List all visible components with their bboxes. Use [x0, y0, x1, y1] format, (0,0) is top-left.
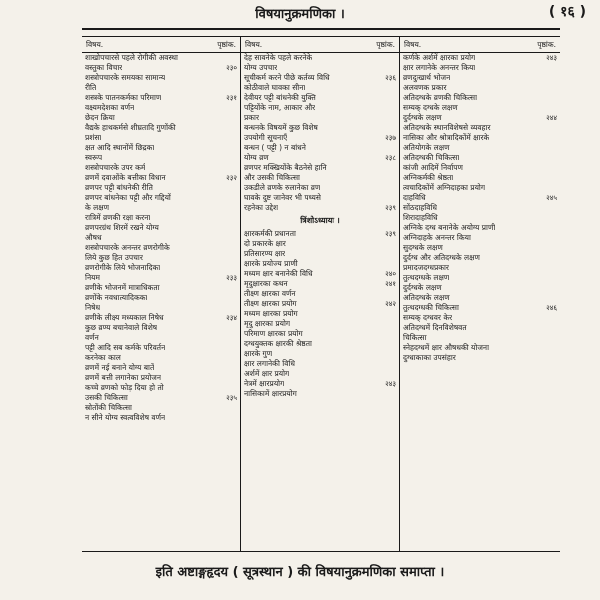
index-entry [241, 329, 399, 339]
index-entry [82, 193, 240, 203]
entry-subject: व्रणोंके नवधात्यादिकका [85, 293, 148, 302]
entry-subject: शस्त्रोपचारके समयका सामान्य [85, 73, 166, 82]
index-entry [400, 293, 560, 303]
entry-subject: मध्यम क्षार बनानेकी विधि [244, 269, 313, 278]
entry-subject: योग्य व्रण [244, 153, 269, 162]
top-rule [82, 28, 560, 30]
index-entry [400, 263, 560, 273]
index-entry [400, 203, 560, 213]
entry-subject: सूचीकर्म करने पीछे कर्तव्य विधि [244, 73, 330, 82]
index-entry [400, 143, 560, 153]
index-entry [241, 93, 399, 103]
entry-subject: तीक्ष्ण क्षारका वर्णन [244, 289, 296, 298]
entry-page-number: २४२ [385, 300, 396, 308]
entry-subject: अग्निदाहके अनन्तर किया [403, 233, 471, 242]
entry-subject: प्रशंसा [85, 133, 102, 142]
entry-subject: छेदन क्रिया [85, 113, 115, 122]
index-entry [241, 229, 399, 239]
index-entry [400, 353, 560, 363]
index-entry [82, 233, 240, 243]
index-entry [400, 313, 560, 323]
entry-subject: स्रोतोंकी चिकित्सा [85, 403, 132, 412]
column-header [241, 37, 399, 53]
entry-subject: व्रणमें दवाओंके बत्तीका विधान [85, 173, 166, 182]
index-entry [82, 283, 240, 293]
entry-subject: व्रणरोगीके लिये भोजनादिका [85, 263, 161, 272]
index-entry [241, 269, 399, 279]
index-entry [241, 153, 399, 163]
index-entry [82, 113, 240, 123]
chapter-heading: त्रिंशोऽध्यायः । [300, 216, 340, 225]
entry-subject: व्रणमें नई बनाने योग्य बातें [85, 363, 155, 372]
entry-subject: दग्धयुक्तक क्षारकी श्रेष्ठता [244, 339, 312, 348]
entry-subject: निषेध [85, 303, 101, 312]
index-entry [400, 253, 560, 263]
entry-subject: सोंठदाहविधि [403, 203, 437, 212]
entry-subject: के लक्षण [85, 203, 110, 212]
index-entry [400, 113, 560, 123]
index-entry [82, 413, 240, 423]
index-entry [400, 233, 560, 243]
entry-subject: क्षार लगानेके अनन्तर किया [403, 63, 476, 72]
entry-subject: व्रणपर पट्टी बांधनेकी रीति [85, 183, 153, 192]
entry-page-number: २३७ [385, 134, 396, 142]
entry-subject: दो प्रकारके क्षार [244, 239, 286, 248]
index-entry [241, 239, 399, 249]
index-entry [82, 393, 240, 403]
entry-page-number: २३० [226, 64, 237, 72]
entry-subject: कर्णके अर्शमें क्षारका प्रयोग [403, 53, 476, 62]
entry-subject: क्षारके गुण [244, 349, 273, 358]
index-entry [82, 243, 240, 253]
entry-subject: योग्य उपचार [244, 63, 278, 72]
index-entry [400, 153, 560, 163]
entry-subject: शस्त्रके पातनकर्मका परिमाण [85, 93, 162, 102]
index-column-3 [400, 37, 560, 551]
entry-subject: उसकी चिकित्सा [85, 393, 128, 402]
entry-subject: सम्यक् दग्धवर केर [403, 313, 453, 322]
index-entry [241, 249, 399, 259]
entry-subject: क्षार लगानेकी विधि [244, 359, 295, 368]
index-entry [400, 83, 560, 93]
column-header-page: पृष्ठांक. [217, 40, 236, 49]
index-entry [241, 379, 399, 389]
entry-subject: नासिकामें क्षारप्रयोग [244, 389, 297, 398]
index-entry [82, 153, 240, 163]
entry-subject: दुग्धाकाका उपसंहार [403, 353, 456, 362]
entry-subject: स्वरूप [85, 153, 103, 162]
entry-page-number: २३४ [226, 314, 237, 322]
index-entry [82, 303, 240, 313]
entry-subject: देह सावनेके पहले करनेके [244, 53, 313, 62]
index-entry [82, 353, 240, 363]
column-header-subject: विषय. [245, 40, 263, 49]
entry-subject: दुर्दग्धके लक्षण [403, 113, 442, 122]
index-entry [400, 173, 560, 183]
index-entry [82, 273, 240, 283]
entry-subject: व्रणपरग्रंथ शिरमें रखने योग्य [85, 223, 159, 232]
index-entry [82, 213, 240, 223]
entry-subject: अलवणक प्रकार [403, 83, 447, 92]
index-entry [82, 203, 240, 213]
entry-subject: रहनेका उद्देश [244, 203, 279, 212]
entry-subject: व्रणपर मक्खियोंके बैठनेसे हानि [244, 163, 327, 172]
column-header-page: पृष्ठांक. [376, 40, 395, 49]
index-entry [241, 113, 399, 123]
index-entry [82, 363, 240, 373]
entry-subject: व्रणदुःखार्थ भोजन [403, 73, 451, 82]
entry-subject: कुछ व्रण्य बचानेवाले विशेष [85, 323, 158, 332]
page-title: विषयानुक्रमणिका । [255, 7, 345, 22]
index-entry [241, 163, 399, 173]
entry-page-number: २३६ [385, 74, 396, 82]
column-header-subject: विषय. [86, 40, 104, 49]
entry-subject: व्रणीके भोजनमें मात्राधिकता [85, 283, 160, 292]
entry-subject: वस्तुका विचार [85, 63, 123, 72]
index-entry [400, 73, 560, 83]
index-entry [241, 309, 399, 319]
index-entry [241, 339, 399, 349]
entry-subject: अग्निकर्मकी श्रेष्ठता [403, 173, 454, 182]
entry-subject: पट्टी आदि सब कर्मके परिवर्तन [85, 343, 166, 352]
entry-subject: अतिदग्धके लक्षण [403, 293, 450, 302]
entry-subject: क्षारकर्मकी प्रधानता [244, 229, 296, 238]
column-header-subject: विषय. [404, 40, 422, 49]
entry-subject: वैद्यके हाथकर्मसे शीघ्रतादि गुणोंकी [85, 123, 176, 132]
index-entry [400, 93, 560, 103]
entry-subject: व्रणमें बत्ती लगानेका प्रयोजन [85, 373, 162, 382]
index-entry [82, 63, 240, 73]
index-entry [241, 133, 399, 143]
entry-subject: अग्निके दग्ध बनानेके अयोग्य प्राणी [403, 223, 496, 232]
index-entry [241, 193, 399, 203]
entry-subject: अर्शमें क्षार प्रयोग [244, 369, 290, 378]
index-entry [82, 373, 240, 383]
entry-subject: व्रणपर बांधनेका पट्टी और गद्दियों [85, 193, 171, 202]
entry-subject: सम्यक् दग्धके लक्षण [403, 103, 458, 112]
entry-subject: शिरादाहविधि [403, 213, 438, 222]
index-entry [241, 63, 399, 73]
index-entry [241, 123, 399, 133]
entry-page-number: २३५ [226, 394, 237, 402]
entry-subject: मृदुक्षारका कथन [244, 279, 288, 288]
index-entry [400, 243, 560, 253]
entry-page-number: २४३ [385, 380, 396, 388]
entry-subject: परिमाण क्षारका प्रयोग [244, 329, 303, 338]
index-table [82, 36, 560, 552]
entry-subject: प्रमादजदग्धप्रकार [403, 263, 449, 272]
entry-subject: रीति [85, 83, 97, 92]
index-entry [82, 93, 240, 103]
entry-subject: वर्णन [85, 333, 99, 342]
entry-subject: दुर्दग्ध और अतिदग्धके लक्षण [403, 253, 480, 262]
entry-subject: तुत्थदग्धकी चिकित्सा [403, 303, 459, 312]
entry-subject: करनेका काल [85, 353, 121, 362]
entry-subject: पट्टियोंके नाम, आकार और [244, 103, 316, 112]
entry-subject: स्नेहदग्धमें क्षार औषधकी योजना [403, 343, 490, 352]
footer-colophon: इति अष्टाङ्गहृदय ( सूत्रस्थान ) की विषयानुक्रमणिका समाप्ता । [155, 565, 445, 580]
entry-subject: व्रणीके लीक्ष्य मध्यकाल निषेध [85, 313, 164, 322]
index-entry [400, 193, 560, 203]
index-entry [400, 53, 560, 63]
column-header-page: पृष्ठांक. [537, 40, 556, 49]
entry-subject: क्षारके प्रयोज्य प्राणी [244, 259, 298, 268]
entry-subject: न सीने योग्य स्वत्वविशेष वर्णन [85, 413, 166, 422]
index-entry [400, 223, 560, 233]
entry-page-number: २४४ [546, 114, 557, 122]
index-entry [400, 323, 560, 333]
entry-subject: उकडीले व्रणके रुलानेका व्रण [244, 183, 321, 192]
entry-subject: क्षत आदि स्थानोंमें छिद्रका [85, 143, 155, 152]
entry-subject: प्रकार [244, 113, 260, 122]
entry-subject: दुर्दग्धके लक्षण [403, 283, 442, 292]
entry-subject: नियम [85, 273, 100, 282]
index-entry [82, 223, 240, 233]
entry-subject: उपयोगी सूचनाएँ [244, 133, 288, 142]
entry-page-number: २४६ [546, 304, 557, 312]
entry-subject: नेत्रमें क्षारप्रयोग [244, 379, 285, 388]
index-entry [241, 173, 399, 183]
index-entry [400, 343, 560, 353]
entry-page-number: २४० [385, 270, 396, 278]
index-entry [82, 333, 240, 343]
index-entry [82, 133, 240, 143]
entry-page-number: २३९ [385, 230, 396, 238]
entry-page-number: २३३ [226, 274, 237, 282]
entry-page-number: २३२ [226, 174, 237, 182]
entry-subject: मृदु क्षारका प्रयोग [244, 319, 291, 328]
entry-page-number: २४१ [385, 280, 396, 288]
index-entry [82, 343, 240, 353]
index-entry [241, 203, 399, 213]
entry-subject: कांजी आदिमें निर्वापण [403, 163, 463, 172]
index-entry [82, 83, 240, 93]
index-entry [241, 83, 399, 93]
index-entry [82, 263, 240, 273]
index-entry [82, 53, 240, 63]
index-entry [400, 63, 560, 73]
entry-subject: कोठीवाले घावका सीना [244, 83, 306, 92]
index-entry [82, 383, 240, 393]
column-header [400, 37, 560, 53]
index-entry [82, 163, 240, 173]
index-entry [400, 133, 560, 143]
entry-subject: त्वचादिकोंमें अग्निदाहका प्रयोग [403, 183, 486, 192]
entry-subject: शस्त्रोपचारके उपर कर्म [85, 163, 146, 172]
index-entry [241, 53, 399, 63]
index-entry [400, 303, 560, 313]
entry-subject: अतिदग्धमें दिनविशेषवत [403, 323, 467, 332]
index-entry [241, 183, 399, 193]
entry-subject: अतिदग्धकी चिकित्सा [403, 153, 460, 162]
index-entry [400, 123, 560, 133]
index-entry [82, 123, 240, 133]
index-entry [82, 313, 240, 323]
index-entry [241, 143, 399, 153]
index-entry [82, 73, 240, 83]
entry-page-number: २३९ [385, 204, 396, 212]
index-entry [241, 279, 399, 289]
entry-page-number: २४५ [546, 194, 557, 202]
column-header [82, 37, 240, 53]
index-entry [241, 259, 399, 269]
index-entry [241, 299, 399, 309]
entry-page-number: २४३ [546, 54, 557, 62]
index-entry [241, 369, 399, 379]
entry-subject: अतिदग्धके व्रणकी चिकित्सा [403, 93, 478, 102]
entry-page-number: २३१ [226, 94, 237, 102]
entry-subject: अतियोगके लक्षण [403, 143, 450, 152]
entry-subject: दाहविधि [403, 193, 426, 202]
index-entry [241, 289, 399, 299]
entry-subject: और उसकी चिकित्सा [244, 173, 300, 182]
entry-subject: मध्यम क्षारका प्रयोग [244, 309, 298, 318]
index-entry [82, 103, 240, 113]
index-column-1 [82, 37, 241, 551]
entry-subject: सुदग्धके लक्षण [403, 243, 443, 252]
entry-subject: लिये कुछ हित उपचार [85, 253, 143, 262]
entry-subject: वक्ष्यमदेशका वर्णन [85, 103, 135, 112]
index-entry [241, 319, 399, 329]
index-entry [400, 273, 560, 283]
index-entry [400, 163, 560, 173]
entry-subject: औषध [85, 233, 102, 242]
page-number: ( १६ ) [548, 4, 586, 20]
index-entry [400, 183, 560, 193]
index-entry [241, 389, 399, 399]
entry-subject: तीक्ष्ण क्षारका प्रयोग [244, 299, 297, 308]
index-entry [400, 103, 560, 113]
entry-subject: अतिदग्धके स्थानविशेषसे व्यवहार [403, 123, 491, 132]
index-entry [82, 403, 240, 413]
entry-subject: नासिका और श्रोत्रादिकोंमें क्षारके [403, 133, 490, 142]
index-column-2 [241, 37, 400, 551]
entry-subject: देवीयर पट्टी बांधनेकी युक्ति [244, 93, 316, 102]
index-entry [241, 349, 399, 359]
index-entry [82, 323, 240, 333]
entry-subject: बन्धन ( पट्टी ) न बांधने [244, 143, 306, 152]
entry-subject: कच्चे व्रणको फोड़ दिया हो तो [85, 383, 164, 392]
entry-subject: रात्रिमें व्रणकी रक्षा करना [85, 213, 151, 222]
index-entry [82, 253, 240, 263]
index-entry [241, 359, 399, 369]
index-entry [241, 103, 399, 113]
entry-page-number: २३८ [385, 154, 396, 162]
index-entry [241, 73, 399, 83]
entry-subject: चिकित्सा [403, 333, 427, 342]
entry-subject: बन्धनके विषयमें कुछ विशेष [244, 123, 318, 132]
index-entry [400, 213, 560, 223]
entry-subject: शाखोपचारसे पहले रोगीकी अवस्था [85, 53, 178, 62]
index-entry [400, 283, 560, 293]
index-entry [400, 333, 560, 343]
entry-subject: घावके दुष्ट जानेवर भी पथ्यसे [244, 193, 321, 202]
index-entry [82, 183, 240, 193]
index-entry [82, 143, 240, 153]
index-entry [82, 173, 240, 183]
entry-subject: शस्त्रोपचारके अनन्तर व्रणरोगीके [85, 243, 170, 252]
entry-subject: तुत्थदग्धके लक्षण [403, 273, 450, 282]
index-entry [82, 293, 240, 303]
entry-subject: प्रतिसारण्य क्षार [244, 249, 286, 258]
